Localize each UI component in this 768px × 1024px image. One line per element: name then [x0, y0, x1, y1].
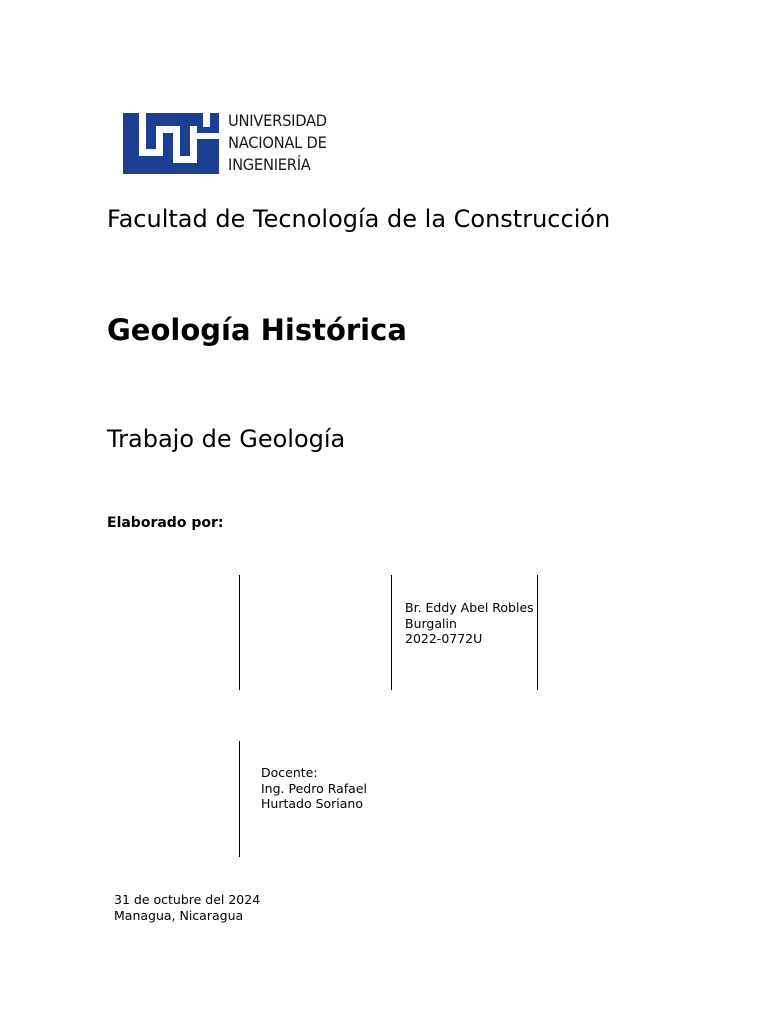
university-logo — [123, 110, 335, 176]
teacher-name-line-2: Hurtado Soriano — [261, 796, 364, 811]
student-name-line-2: Burgalin — [405, 615, 457, 631]
table-divider-3 — [537, 575, 538, 690]
footer-info — [114, 892, 260, 923]
footer-place: Managua, Nicaragua — [114, 907, 244, 923]
teacher-name-line-1: Ing. Pedro Rafael — [261, 780, 367, 796]
table-divider-1 — [239, 575, 240, 690]
teacher-label: Docente: — [261, 765, 318, 780]
university-name-line-2: NACIONAL DE — [228, 133, 327, 152]
faculty-title: Facultad de Tecnología de la Construcción — [107, 205, 611, 233]
student-name-line-1: Br. Eddy Abel Robles — [405, 600, 534, 615]
table-divider-2 — [391, 575, 392, 690]
student-id: 2022-0772U — [405, 631, 483, 646]
uni-logo-icon — [123, 113, 219, 174]
prepared-by-label: Elaborado por: — [107, 515, 224, 531]
university-name-line-1: UNIVERSIDAD — [228, 111, 327, 130]
teacher-info — [261, 765, 367, 812]
university-name-line-3: INGENIERÍA — [228, 155, 311, 174]
footer-date: 31 de octubre del 2024 — [114, 892, 261, 907]
university-name — [228, 110, 327, 176]
course-title: Geología Histórica — [107, 313, 407, 347]
student-info — [405, 600, 534, 647]
assignment-title: Trabajo de Geología — [107, 425, 346, 453]
table-divider-4 — [239, 741, 240, 857]
